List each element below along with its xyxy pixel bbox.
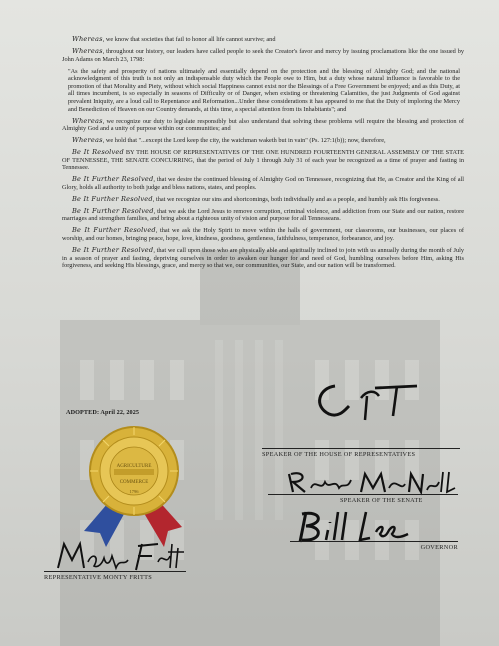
paragraph-lead: Whereas: [72, 35, 103, 43]
paragraph-text: , that we desire the continued blessing of Almighty God on Tennessee, recognizing that He, as Creator and the King of all Glory, holds all authority to both judge and bless nations, states, and peoples.: [62, 176, 464, 191]
paragraph-text: , we recognize our duty to legislate responsibly but also understand that solving these problems will require the blessing and protection of Almighty God and a unity of purpose within our communities; and: [62, 117, 464, 133]
paragraph-lead: Be It Resolved: [72, 148, 124, 157]
state-seal-icon: [78, 423, 190, 553]
paragraph-text: BY THE HOUSE OF REPRESENTATIVES OF THE ONE HUNDRED FOURTEENTH GENERAL ASSEMBLY OF THE STATE OF TENNESSEE, THE SENATE CONCURRING, that the period of July 1 through July 31 of each year be recognized as a time of prayer and fasting in Tennessee.: [62, 149, 465, 172]
paragraph-lead: Be It Further Resolved: [72, 194, 153, 203]
resolution-body: [62, 36, 464, 274]
paragraph-text: , we hold that "...except the Lord keep the city, the watchman waketh but in vain" (Ps. 127:1(b)); now, therefore,: [102, 137, 386, 145]
signature-line: [44, 571, 186, 572]
paragraph: [62, 208, 464, 223]
paragraph: [62, 196, 464, 204]
signature-line: [290, 541, 458, 542]
paragraph-text: , throughout our history, our leaders have called people to seek the Creator's favor and mercy by issuing proclamations like the one issued by John Adams on March 23, 1798:: [62, 47, 464, 63]
seal-text-bottom: COMMERCE: [119, 480, 149, 485]
paragraph-lead: Be It Further Resolved: [72, 206, 154, 215]
paragraph-lead: Be It Further Resolved: [72, 226, 156, 235]
paragraph: [62, 137, 464, 145]
speaker-senate-title: SPEAKER OF THE SENATE: [340, 497, 423, 504]
representative-signature: [54, 538, 186, 574]
paragraph-lead: Whereas: [72, 46, 103, 55]
seal-year: 1796: [129, 489, 139, 494]
paragraph-text: , that we recognize our sins and shortcomings, both individually and as a people, and humbly ask His forgiveness.: [152, 195, 440, 203]
paragraph-lead: Whereas: [72, 136, 103, 145]
paragraph-text: , that we call upon those who are physically able and spiritually inclined to join with us annually during the month of July in a season of prayer and fasting, depriving ourselves in order to awaken our hunger for and need of God, humbling ourselves before Him, asking His forgiveness, and seeking His blessings, grace, and mercy so that we, our communities, our State, and our nation will be transformed.: [62, 246, 464, 270]
paragraph-text: , we know that societies that fail to honor all life cannot survive; and: [102, 36, 276, 43]
paragraph: [62, 247, 464, 270]
speaker-house-signature-block: [262, 448, 460, 458]
paragraph-lead: Be It Further Resolved: [72, 175, 154, 184]
paragraph-text: , that we ask the Lord Jesus to remove corruption, criminal violence, and addiction from our State and our nation, restore marriages and strengthen families, and bring about a righteous unity of vision and purpose for all Tennesseans.: [62, 207, 464, 223]
representative-title: REPRESENTATIVE MONTY FRITTS: [44, 574, 153, 581]
paragraph-lead: Be It Further Resolved: [72, 245, 154, 254]
speaker-senate-signature: [285, 468, 460, 496]
paragraph: [62, 36, 464, 44]
speaker-senate-signature-block: [268, 494, 458, 504]
paragraph-text: , that we ask the Holy Spirit to move within the halls of government, our classrooms, our businesses, our places of worship, and our homes, bringing peace, hope, love, kindness, goodness, gentleness, faithfulness, temperance, forbearance, and joy.: [62, 227, 465, 242]
paragraph: [62, 118, 464, 133]
signature-line: [268, 494, 458, 495]
paragraph: [62, 227, 464, 242]
adopted-date: ADOPTED: April 22, 2025: [66, 409, 140, 416]
speaker-house-title: SPEAKER OF THE HOUSE OF REPRESENTATIVES: [262, 451, 416, 458]
paragraph-lead: Whereas: [72, 116, 103, 125]
governor-signature-block: [290, 541, 458, 551]
paragraph: [62, 176, 464, 191]
signature-line: [262, 448, 460, 449]
paragraph: [62, 149, 464, 172]
seal-text-top: AGRICULTURE: [116, 464, 152, 469]
representative-signature-block: [44, 571, 186, 581]
speaker-house-signature: [305, 376, 425, 424]
quoted-proclamation: [68, 68, 460, 114]
paragraph: [62, 48, 464, 63]
governor-title: GOVERNOR: [420, 544, 458, 551]
paragraph-text: "As the safety and prosperity of nations ultimately and essentially depend on the protection and the blessing of Almighty God; and the national acknowledgment of this truth is not only an indispensable duty which the People owe to Him, but a duty whose natural influence is favorable to the promotion of that Morality and Piety, without which social Happiness cannot exist nor the Blessings of a Free Government be enjoyed; and as this Duty, at all times incumbent, is so especially in seasons of Difficulty or of Danger, when existing or threatening Calamities, the just Judgments of God against prevalent Iniquity, are a loud call to Repentance and Reformation...Under these considerations it has appeared to me that the Duty of imploring the Mercy and Benediction of Heaven on our Country demands, at this time, a special attention from its Inhabitants"; and: [68, 67, 460, 113]
